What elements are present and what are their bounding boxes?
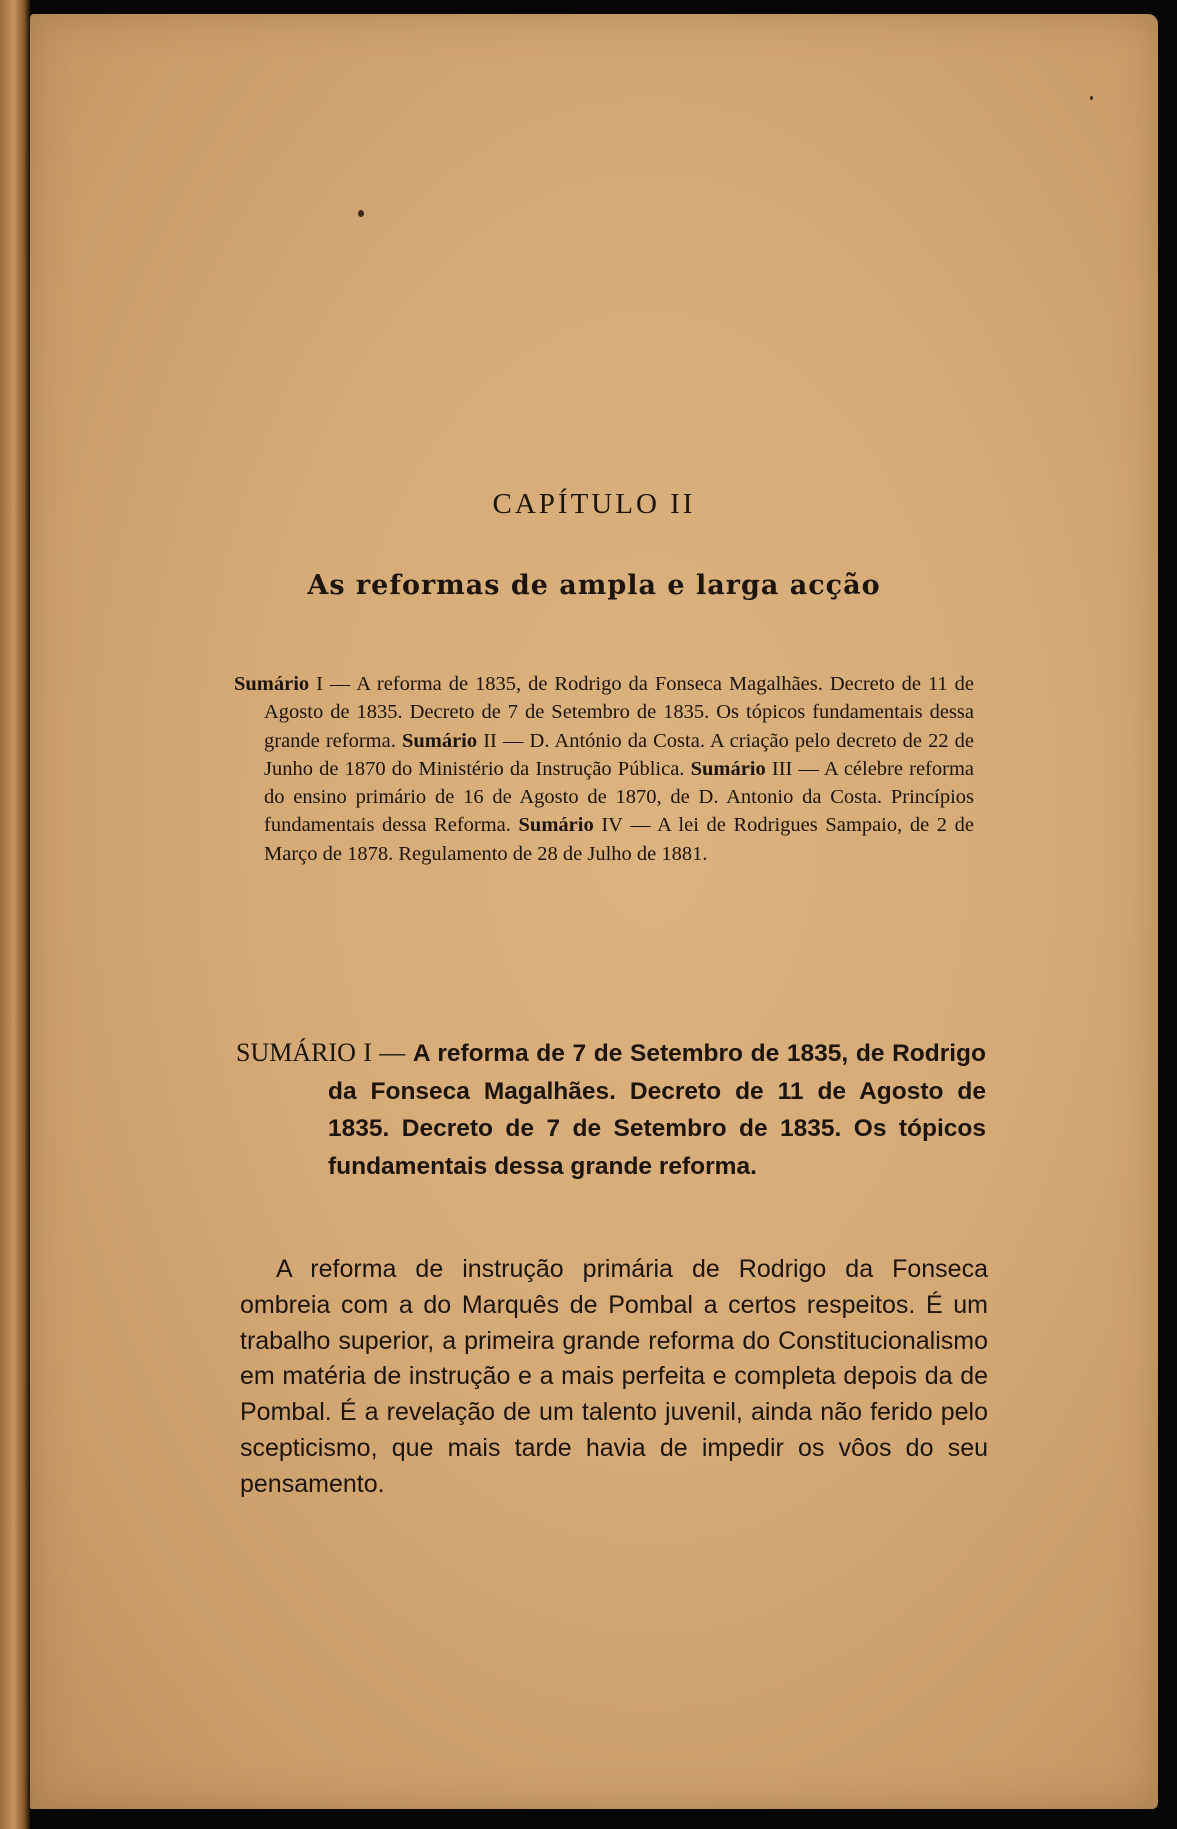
section-heading-text: A reforma de 7 de Setembro de 1835, de Rodrigo da Fonseca Magalhães. Decreto de 11 de Agosto de 1835. Decreto de 7 de Setembro de 1835. Os tópicos fundamentais dessa grande reforma.	[328, 1040, 986, 1180]
summary-text: I — A reforma de 1835, de Rodrigo da Fonseca Magalhães. Decreto de 11 de Agosto de 1835. Decreto de 7 de Setembro de 1835. Os tópicos fundamentais dessa grande reforma.	[264, 673, 974, 752]
section-heading-paragraph	[236, 1034, 986, 1185]
summary-label: Sumário	[401, 729, 478, 752]
section-lead: SUMÁRIO I —	[236, 1038, 406, 1067]
body-paragraph: A reforma de instrução primária de Rodrigo da Fonseca ombreia com a do Marquês de Pombal a certos respeitos. É um trabalho superior, a primeira grande reforma do Constitucionalismo em matéria de instrução e a mais perfeita e completa depois da de Pombal. É a revelação de um talento juvenil, ainda não ferido pelo scepticismo, que mais tarde havia de impedir os vôos do seu pensamento.	[240, 1255, 988, 1498]
summary-text: IV — A lei de Rodrigues Sampaio, de 2 de Março de 1878. Regulamento de 28 de Julho de 1881.	[264, 814, 975, 865]
summary-text: II — D. António da Costa. A criação pelo decreto de 22 de Junho de 1870 do Ministério da Instrução Pública.	[264, 729, 975, 780]
chapter-title: As reformas de ampla e larga acção	[307, 570, 881, 601]
chapter-heading: CAPÍTULO II	[492, 488, 696, 520]
body-text	[240, 1252, 988, 1503]
section-summary-heading	[236, 1034, 986, 1185]
book-spine-edge	[0, 0, 30, 1829]
book-page	[30, 14, 1158, 1809]
summary-label: Sumário	[518, 814, 594, 837]
summary-text: III — A célebre reforma do ensino primário de 16 de Agosto de 1870, de D. Antonio da Costa. Princípios fundamentais dessa Reforma.	[264, 757, 974, 837]
summary-label: Sumário	[690, 757, 766, 780]
page-content	[30, 14, 1158, 1809]
summary-label: Sumário	[234, 673, 310, 695]
chapter-summary	[234, 670, 974, 868]
summary-paragraph	[234, 670, 974, 868]
